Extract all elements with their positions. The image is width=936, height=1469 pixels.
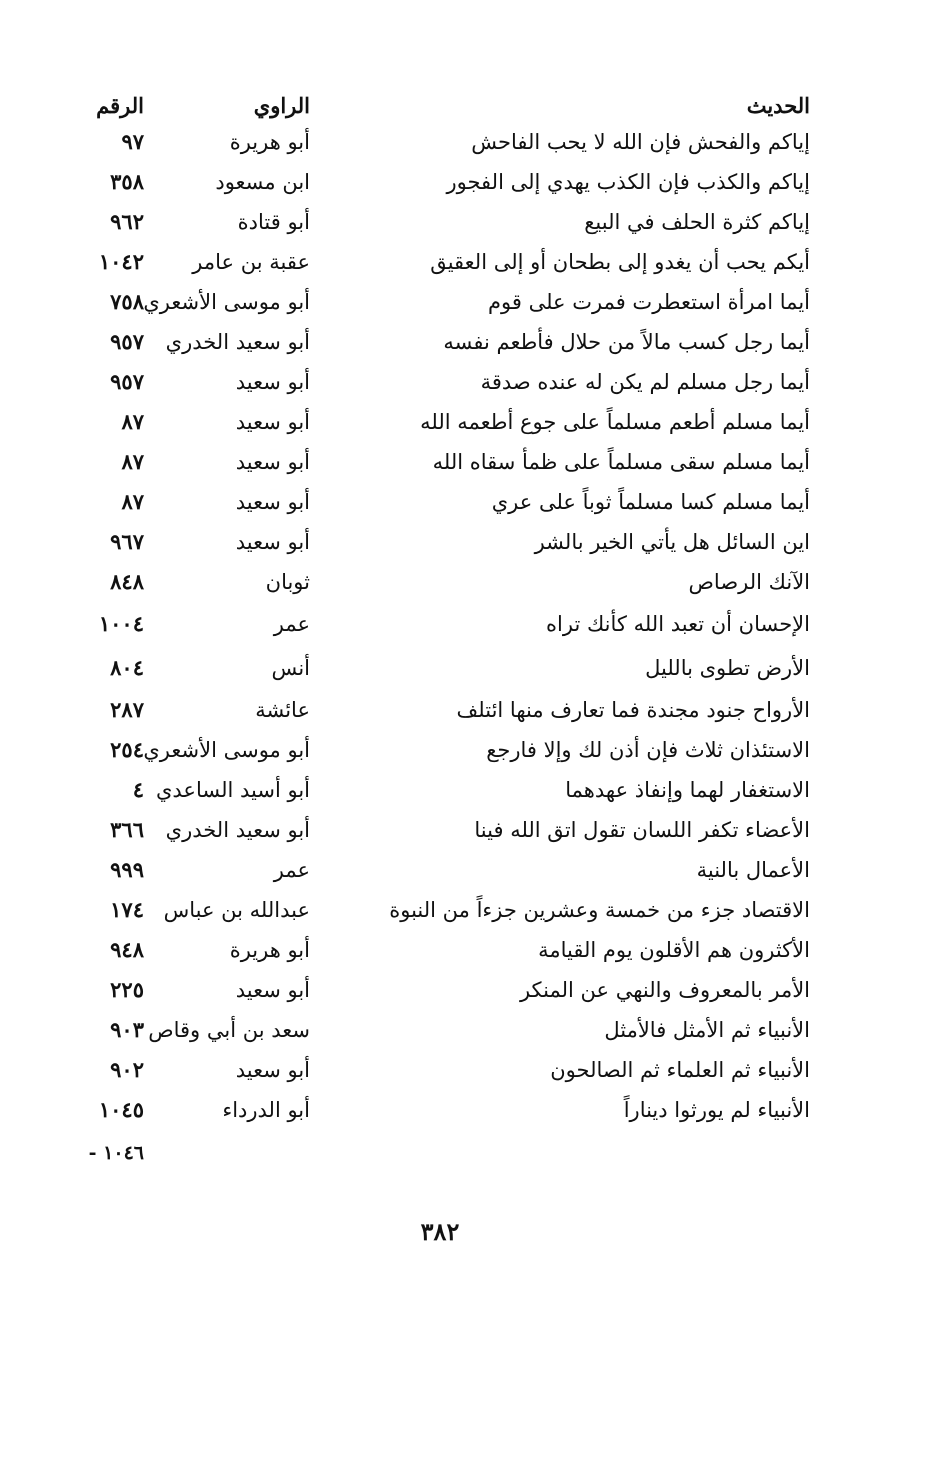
narrator-name: أبو سعيد الخدري [165, 818, 310, 842]
narrator-name: أبو سعيد [235, 978, 310, 1002]
hadith-text: الآنك الرصاص [688, 570, 810, 594]
hadith-number: ٨٧ [121, 489, 144, 514]
narrator-name: أنس [271, 656, 310, 680]
table-row [0, 650, 936, 686]
page-number: ٣٨٢ [420, 1217, 460, 1246]
hadith-number: ٣٦٦ [110, 817, 144, 842]
hadith-text: اين السائل هل يأتي الخير بالشر [534, 530, 810, 554]
hadith-text: أيما مسلم سقى مسلماً على ظمأ سقاه الله [432, 450, 810, 474]
narrator-name: أبو هريرة [229, 130, 310, 154]
narrator-name: عمر [273, 612, 310, 636]
hadith-text: الأكثرون هم الأقلون يوم القيامة [538, 938, 810, 962]
table-row [0, 892, 936, 928]
hadith-number: ٢٨٧ [110, 697, 144, 722]
narrator-name: أبو قتادة [237, 210, 310, 234]
narrator-name: أبو هريرة [229, 938, 310, 962]
hadith-number: ٨٧ [121, 449, 144, 474]
narrator-name: عبدالله بن عباس [163, 898, 310, 922]
hadith-text: الأنبياء ثم الأمثل فالأمثل [604, 1018, 810, 1042]
narrator-name: أبو سعيد الخدري [165, 330, 310, 354]
hadith-number: ٩٦٧ [110, 529, 144, 554]
header-rawi: الراوي [253, 93, 310, 118]
table-row [0, 364, 936, 400]
hadith-text: الاستغفار لهما وإنفاذ عهدهما [565, 778, 810, 802]
table-row [0, 124, 936, 160]
table-row [0, 404, 936, 440]
narrator-name: عمر [273, 858, 310, 882]
hadith-text: الأرض تطوى بالليل [645, 656, 810, 680]
narrator-name: أبو موسى الأشعري [143, 738, 310, 762]
hadith-number: ١٠٤٢ [98, 249, 144, 274]
hadith-text: الإحسان أن تعبد الله كأنك تراه [546, 612, 810, 636]
hadith-number: ٧٥٨ [110, 289, 144, 314]
table-row [0, 324, 936, 360]
narrator-name: أبو سعيد [235, 530, 310, 554]
narrator-name: أبو سعيد [235, 490, 310, 514]
hadith-number: ٩٥٧ [110, 369, 144, 394]
table-row [0, 164, 936, 200]
hadith-number: ٩٥٧ [110, 329, 144, 354]
narrator-name: أبو موسى الأشعري [143, 290, 310, 314]
table-row [0, 932, 936, 968]
hadith-number: ٩٤٨ [110, 937, 144, 962]
table-row [0, 812, 936, 848]
table-row [0, 692, 936, 728]
hadith-text: أيما امرأة استعطرت فمرت على قوم [488, 290, 810, 314]
hadith-number: ٤ [132, 777, 144, 802]
header-raqm: الرقم [96, 93, 144, 118]
narrator-name: أبو سعيد [235, 410, 310, 434]
table-row [0, 1052, 936, 1088]
table-row [0, 1092, 936, 1128]
table-row [0, 852, 936, 888]
table-row [0, 606, 936, 642]
header-hadith: الحديث [746, 93, 810, 118]
table-row [0, 732, 936, 768]
hadith-number: ٨٧ [121, 409, 144, 434]
hadith-text: أيما مسلم كسا مسلماً ثوباً على عري [491, 490, 810, 514]
hadith-text: الأعضاء تكفر اللسان تقول اتق الله فينا [474, 818, 810, 842]
hadith-text: إياكم والكذب فإن الكذب يهدي إلى الفجور [446, 170, 810, 194]
narrator-name: ثوبان [265, 570, 310, 594]
hadith-text: أيما رجل مسلم لم يكن له عنده صدقة [480, 370, 810, 394]
hadith-text: إياكم كثرة الحلف في البيع [584, 210, 810, 234]
hadith-number: ٩٩٩ [110, 857, 144, 882]
hadith-text: الاقتصاد جزء من خمسة وعشرين جزءاً من النبوة [389, 898, 810, 922]
hadith-text: الأعمال بالنية [696, 858, 810, 882]
table-row [0, 204, 936, 240]
hadith-text: الأنبياء ثم العلماء ثم الصالحون [550, 1058, 810, 1082]
narrator-name: أبو سعيد [235, 450, 310, 474]
table-row [0, 244, 936, 280]
hadith-number: ١٧٤ [110, 897, 144, 922]
continuation-number: ١٠٤٦ - [88, 1142, 144, 1164]
table-row [0, 484, 936, 520]
table-row [0, 524, 936, 560]
hadith-number: ٩٠٣ [110, 1017, 144, 1042]
table-row [0, 972, 936, 1008]
hadith-number: ١٠٤٥ [98, 1097, 144, 1122]
hadith-number: ١٠٠٤ [98, 611, 144, 636]
hadith-number: ٩٠٢ [110, 1057, 144, 1082]
table-row [0, 444, 936, 480]
hadith-text: الأنبياء لم يورثوا ديناراً [623, 1098, 810, 1122]
hadith-text: أيما مسلم أطعم مسلماً على جوع أطعمه الله [420, 410, 810, 434]
hadith-number: ٣٥٨ [110, 169, 144, 194]
narrator-name: أبو أسيد الساعدي [155, 778, 310, 802]
narrator-name: عقبة بن عامر [192, 250, 310, 274]
hadith-text: أيما رجل كسب مالاً من حلال فأطعم نفسه [443, 330, 810, 354]
narrator-name: ابن مسعود [215, 170, 310, 194]
hadith-text: الأرواح جنود مجندة فما تعارف منها ائتلف [456, 698, 810, 722]
table-row [0, 284, 936, 320]
hadith-number: ٨٠٤ [110, 655, 144, 680]
table-header [0, 88, 936, 124]
hadith-number: ٢٢٥ [110, 977, 144, 1002]
hadith-number: ٨٤٨ [110, 569, 144, 594]
table-row [0, 1012, 936, 1048]
narrator-name: سعد بن أبي وقاص [148, 1018, 310, 1042]
narrator-name: أبو سعيد [235, 370, 310, 394]
hadith-text: الاستئذان ثلاث فإن أذن لك وإلا فارجع [486, 738, 810, 762]
hadith-text: أيكم يحب أن يغدو إلى بطحان أو إلى العقيق [430, 250, 810, 274]
table-row [0, 564, 936, 600]
narrator-name: أبو سعيد [235, 1058, 310, 1082]
hadith-number: ٢٥٤ [110, 737, 144, 762]
hadith-number: ٩٦٢ [110, 209, 144, 234]
hadith-text: الأمر بالمعروف والنهي عن المنكر [519, 978, 810, 1002]
hadith-text: إياكم والفحش فإن الله لا يحب الفاحش [471, 130, 810, 154]
table-row [0, 772, 936, 808]
hadith-number: ٩٧ [121, 129, 144, 154]
narrator-name: أبو الدرداء [222, 1098, 310, 1122]
narrator-name: عائشة [255, 698, 310, 722]
